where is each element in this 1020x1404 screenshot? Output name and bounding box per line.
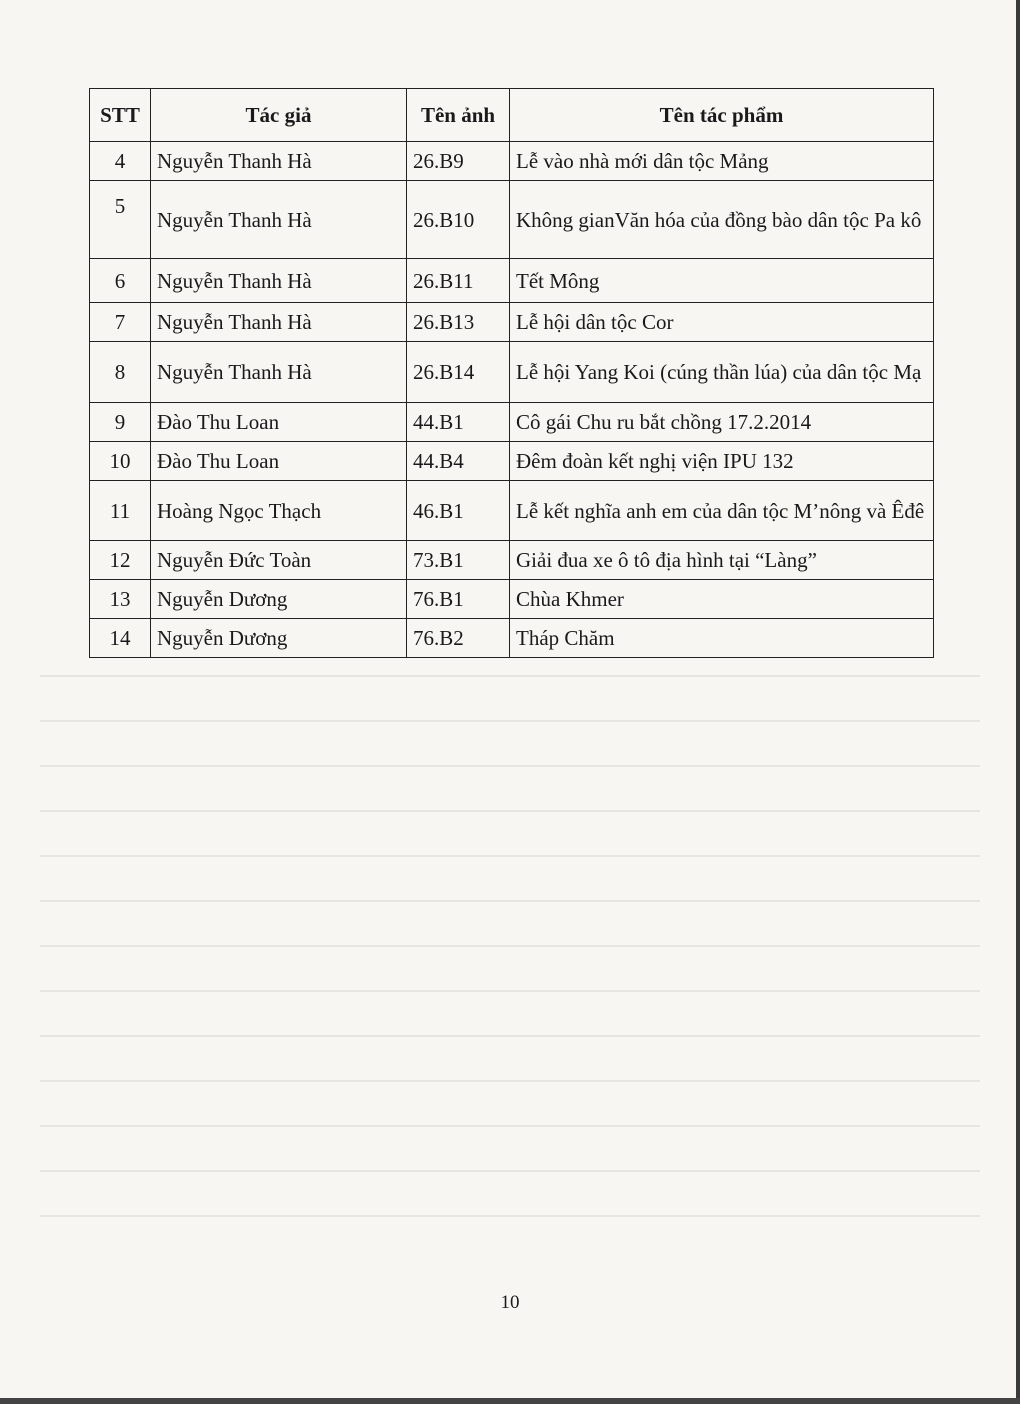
cell-stt: 12 <box>90 541 151 580</box>
cell-author: Nguyễn Dương <box>151 580 407 619</box>
cell-stt: 10 <box>90 442 151 481</box>
table-row <box>90 442 934 481</box>
table-row <box>90 181 934 259</box>
header-author: Tác giả <box>151 89 407 142</box>
cell-photo-code: 26.B13 <box>407 303 510 342</box>
cell-stt: 11 <box>90 481 151 541</box>
cell-author: Nguyễn Thanh Hà <box>151 181 407 259</box>
works-table <box>89 88 934 658</box>
table-row <box>90 259 934 303</box>
cell-stt: 4 <box>90 142 151 181</box>
cell-photo-code: 26.B11 <box>407 259 510 303</box>
cell-photo-code: 76.B2 <box>407 619 510 658</box>
cell-author: Nguyễn Thanh Hà <box>151 303 407 342</box>
cell-photo-code: 46.B1 <box>407 481 510 541</box>
cell-stt: 5 <box>90 181 151 259</box>
scan-edge-bottom <box>0 1398 1020 1404</box>
cell-author: Nguyễn Thanh Hà <box>151 259 407 303</box>
header-work-title: Tên tác phẩm <box>510 89 934 142</box>
cell-stt: 8 <box>90 342 151 403</box>
cell-author: Đào Thu Loan <box>151 442 407 481</box>
table-row <box>90 403 934 442</box>
cell-author: Nguyễn Thanh Hà <box>151 342 407 403</box>
table-row <box>90 580 934 619</box>
cell-stt: 13 <box>90 580 151 619</box>
table-row <box>90 142 934 181</box>
table-row <box>90 541 934 580</box>
cell-work-title: Chùa Khmer <box>510 580 934 619</box>
scan-edge-right <box>1016 0 1020 1404</box>
cell-work-title: Đêm đoàn kết nghị viện IPU 132 <box>510 442 934 481</box>
cell-stt: 14 <box>90 619 151 658</box>
table-row <box>90 303 934 342</box>
cell-author: Nguyễn Dương <box>151 619 407 658</box>
show-through-background <box>40 640 980 1260</box>
cell-stt: 7 <box>90 303 151 342</box>
cell-stt: 9 <box>90 403 151 442</box>
cell-photo-code: 44.B4 <box>407 442 510 481</box>
cell-stt: 6 <box>90 259 151 303</box>
cell-work-title: Lễ vào nhà mới dân tộc Mảng <box>510 142 934 181</box>
cell-work-title: Không gianVăn hóa của đồng bào dân tộc Pa kô <box>510 181 934 259</box>
cell-photo-code: 44.B1 <box>407 403 510 442</box>
cell-work-title: Lễ hội Yang Koi (cúng thần lúa) của dân tộc Mạ <box>510 342 934 403</box>
cell-work-title: Giải đua xe ô tô địa hình tại “Làng” <box>510 541 934 580</box>
cell-work-title: Tháp Chăm <box>510 619 934 658</box>
cell-photo-code: 76.B1 <box>407 580 510 619</box>
cell-work-title: Cô gái Chu ru bắt chồng 17.2.2014 <box>510 403 934 442</box>
table-row <box>90 619 934 658</box>
table-row <box>90 342 934 403</box>
cell-photo-code: 26.B9 <box>407 142 510 181</box>
cell-author: Hoàng Ngọc Thạch <box>151 481 407 541</box>
cell-work-title: Lễ hội dân tộc Cor <box>510 303 934 342</box>
cell-work-title: Tết Mông <box>510 259 934 303</box>
cell-photo-code: 26.B10 <box>407 181 510 259</box>
cell-author: Nguyễn Đức Toàn <box>151 541 407 580</box>
cell-author: Nguyễn Thanh Hà <box>151 142 407 181</box>
header-photo-code: Tên ảnh <box>407 89 510 142</box>
table-row <box>90 481 934 541</box>
cell-photo-code: 73.B1 <box>407 541 510 580</box>
works-table-container <box>89 88 933 658</box>
page-number: 10 <box>500 1292 520 1313</box>
header-stt: STT <box>90 89 151 142</box>
cell-work-title: Lễ kết nghĩa anh em của dân tộc M’nông và Êđê <box>510 481 934 541</box>
table-header-row <box>90 89 934 142</box>
cell-author: Đào Thu Loan <box>151 403 407 442</box>
cell-photo-code: 26.B14 <box>407 342 510 403</box>
